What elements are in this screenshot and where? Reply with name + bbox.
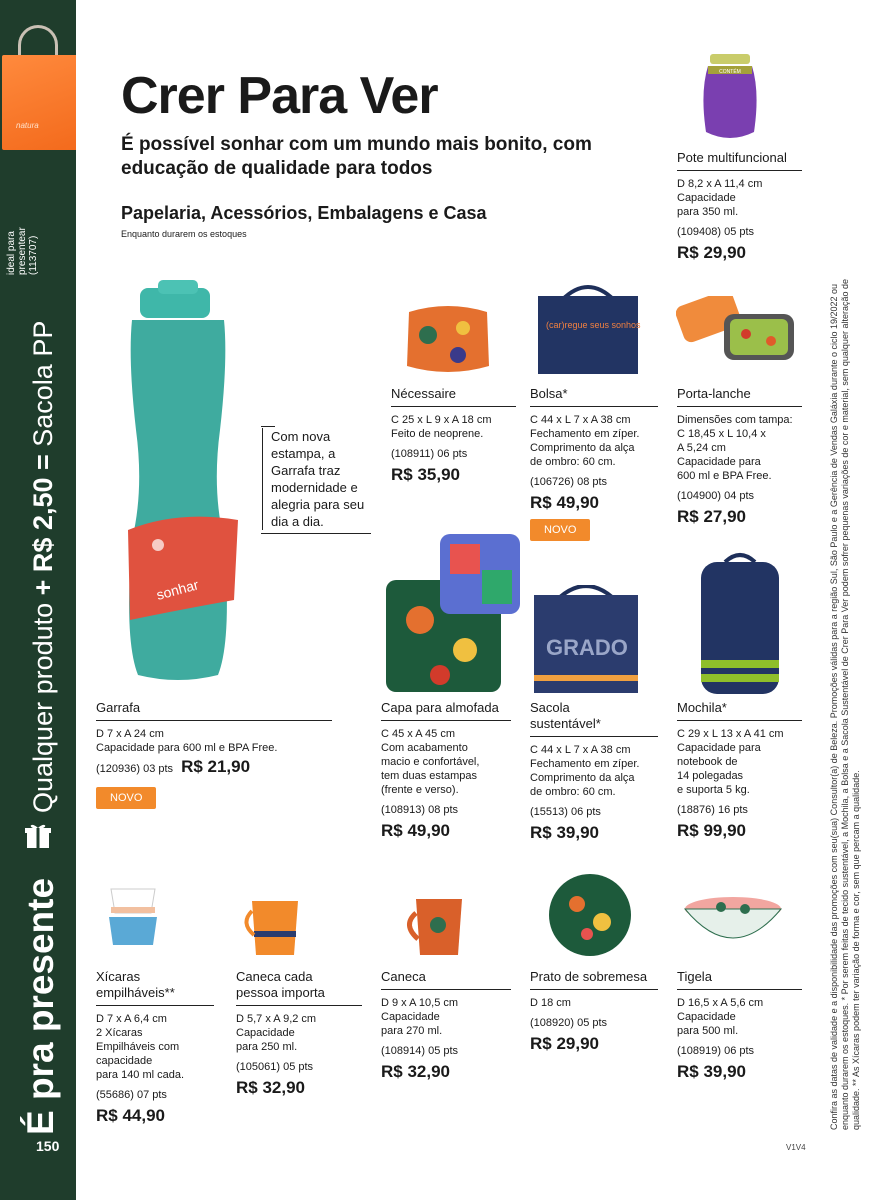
product-price: R$ 35,90 [391,465,460,484]
product-price: R$ 99,90 [677,821,746,840]
xicaras-image [103,883,163,953]
product-xicaras [96,969,214,1126]
offer-bold: + R$ 2,50 = [28,454,58,596]
footer-code: V1V4 [786,1143,806,1152]
product-name: Bolsa* [530,386,658,407]
product-price: R$ 49,90 [381,821,450,840]
product-code: (108920) 05 pts [530,1017,608,1029]
pote-image [700,52,760,144]
product-desc: D 7 x A 6,4 cm 2 Xícaras Empilháveis com capacidade para 140 ml cada. [96,1013,185,1081]
product-name: Tigela [677,969,802,990]
product-desc: C 44 x L 7 x A 38 cm Fechamento em zíper. Comprimento da alça de ombro: 60 cm. [530,744,640,798]
product-name: Garrafa [96,700,332,721]
product-name: Caneca cada pessoa importa [236,969,362,1006]
sacola-print: GRADO [546,635,628,660]
bolsa-print: (car)regue seus sonhos [546,320,641,330]
capa-image [380,530,525,695]
mochila-image [695,552,785,697]
product-price: R$ 21,90 [181,757,251,776]
product-desc: D 8,2 x A 11,4 cm Capacidade para 350 ml. [677,178,763,218]
product-code: (109408) 05 pts [677,226,755,238]
product-code: (108913) 08 pts [381,804,459,816]
product-name: Pote multifuncional [677,150,802,171]
garrafa-code-price [96,757,332,777]
product-price: R$ 39,90 [530,823,599,842]
gift-icon [24,822,52,850]
product-garrafa [96,700,332,809]
product-code: (106726) 08 pts [530,476,608,488]
product-desc: C 44 x L 7 x A 38 cm Fechamento em zíper. Comprimento da alça de ombro: 60 cm. [530,414,640,468]
garrafa-callout: Com nova estampa, a Garrafa traz modernidade e alegria para seu dia a dia. [262,428,372,530]
stock-note: Enquanto durarem os estoques [121,229,247,239]
tigela-image [683,895,783,953]
product-tigela [677,969,802,1082]
product-bolsa [530,386,658,541]
product-desc: C 29 x L 13 x A 41 cm Capacidade para notebook de 14 polegadas e suporta 5 kg. [677,728,784,796]
svg-text:sonhar: sonhar [154,576,201,603]
product-desc: C 45 x A 45 cm Com acabamento macio e confortável, tem duas estampas (frente e verso). [381,728,480,796]
page-number: 150 [36,1138,60,1154]
product-code: (120936) 03 pts [96,763,174,775]
product-desc: C 25 x L 9 x A 18 cm Feito de neoprene. [391,414,492,440]
novo-badge: NOVO [96,787,156,809]
product-necessaire [391,386,516,485]
product-name: Caneca [381,969,511,990]
legal-disclaimer: Confira as datas de validade e a disponibilidade das promoções com seu(sua) Consultor(a) de Beleza. Promoções válidas para a região Sul, São Paulo e a Gerência de Vendas Galáxia durante o ciclo 19/2022 ou enquanto durarem os estoques. * Por serem feitas de tecido sustentável, a Mochila, a Bolsa e a Sacola Sustentável de Crer Para Ver podem sofrer pequenas variações de cor e material, sem qualquer alteração de qualidade. ** As Xícaras podem ter variação de forma e cor, sem que percam a qualidade. [829,279,861,1130]
product-capa [381,700,511,841]
product-price: R$ 44,90 [96,1106,165,1125]
offer-pre: Qualquer produto [28,595,58,813]
caneca-image [400,895,470,960]
product-desc: D 16,5 x A 5,6 cm Capacidade para 500 ml. [677,997,764,1037]
portalanche-image [676,296,798,368]
product-code: (104900) 04 pts [677,490,755,502]
gift-bag-image [2,25,76,150]
product-caneca-cada [236,969,362,1098]
sacola-offer [28,321,59,813]
bag-body [2,55,76,150]
product-pote [677,150,802,263]
necessaire-image [403,300,493,375]
product-name: Xícaras empilháveis** [96,969,214,1006]
product-name: Porta-lanche [677,386,802,407]
product-desc: D 5,7 x A 9,2 cm Capacidade para 250 ml. [236,1013,317,1053]
page-title: Crer Para Ver [121,67,438,125]
product-code: (55686) 07 pts [96,1089,167,1101]
product-name: Capa para almofada [381,700,511,721]
product-code: (15513) 06 pts [530,806,601,818]
product-desc: D 18 cm [530,997,571,1009]
product-code: (108919) 06 pts [677,1045,755,1057]
product-code: (18876) 16 pts [677,804,748,816]
offer-post: Sacola PP [28,320,58,455]
product-name: Mochila* [677,700,802,721]
sacola-image [530,585,642,697]
e-pra-presente-heading: É pra presente [20,877,61,1135]
product-portalanche [677,386,802,527]
product-name: Prato de sobremesa [530,969,658,990]
novo-badge: NOVO [530,519,590,541]
page-subtitle: É possível sonhar com um mundo mais bonito, com educação de qualidade para todos [121,134,592,179]
prato-image [547,872,633,958]
product-price: R$ 27,90 [677,507,746,526]
product-price: R$ 29,90 [530,1034,599,1053]
product-mochila [677,700,802,841]
product-price: R$ 29,90 [677,243,746,262]
product-sacola [530,700,658,843]
caneca-cada-image [242,897,308,959]
ideal-gift-note: ideal para presentear (113707) [6,227,39,275]
garrafa-image [98,280,268,685]
product-price: R$ 32,90 [236,1078,305,1097]
product-price: R$ 39,90 [677,1062,746,1081]
product-name: Sacola sustentável* [530,700,658,737]
bag-brand-label: natura [16,121,39,130]
product-price: R$ 49,90 [530,493,599,512]
product-desc: Dimensões com tampa: C 18,45 x L 10,4 x A 5,24 cm Capacidade para 600 ml e BPA Free. [677,414,793,482]
product-name: Nécessaire [391,386,516,407]
product-code: (108911) 06 pts [391,448,468,460]
section-heading: Papelaria, Acessórios, Embalagens e Casa [121,203,487,223]
product-code: (105061) 05 pts [236,1061,314,1073]
sidebar [0,0,76,1200]
product-prato [530,969,658,1054]
product-code: (108914) 05 pts [381,1045,459,1057]
product-caneca [381,969,511,1082]
product-desc: D 9 x A 10,5 cm Capacidade para 270 ml. [381,997,459,1037]
pote-label: CONTÉM [719,69,741,75]
product-price: R$ 32,90 [381,1062,450,1081]
product-desc: D 7 x A 24 cm Capacidade para 600 ml e BPA Free. [96,728,278,754]
bolsa-image [532,280,644,375]
